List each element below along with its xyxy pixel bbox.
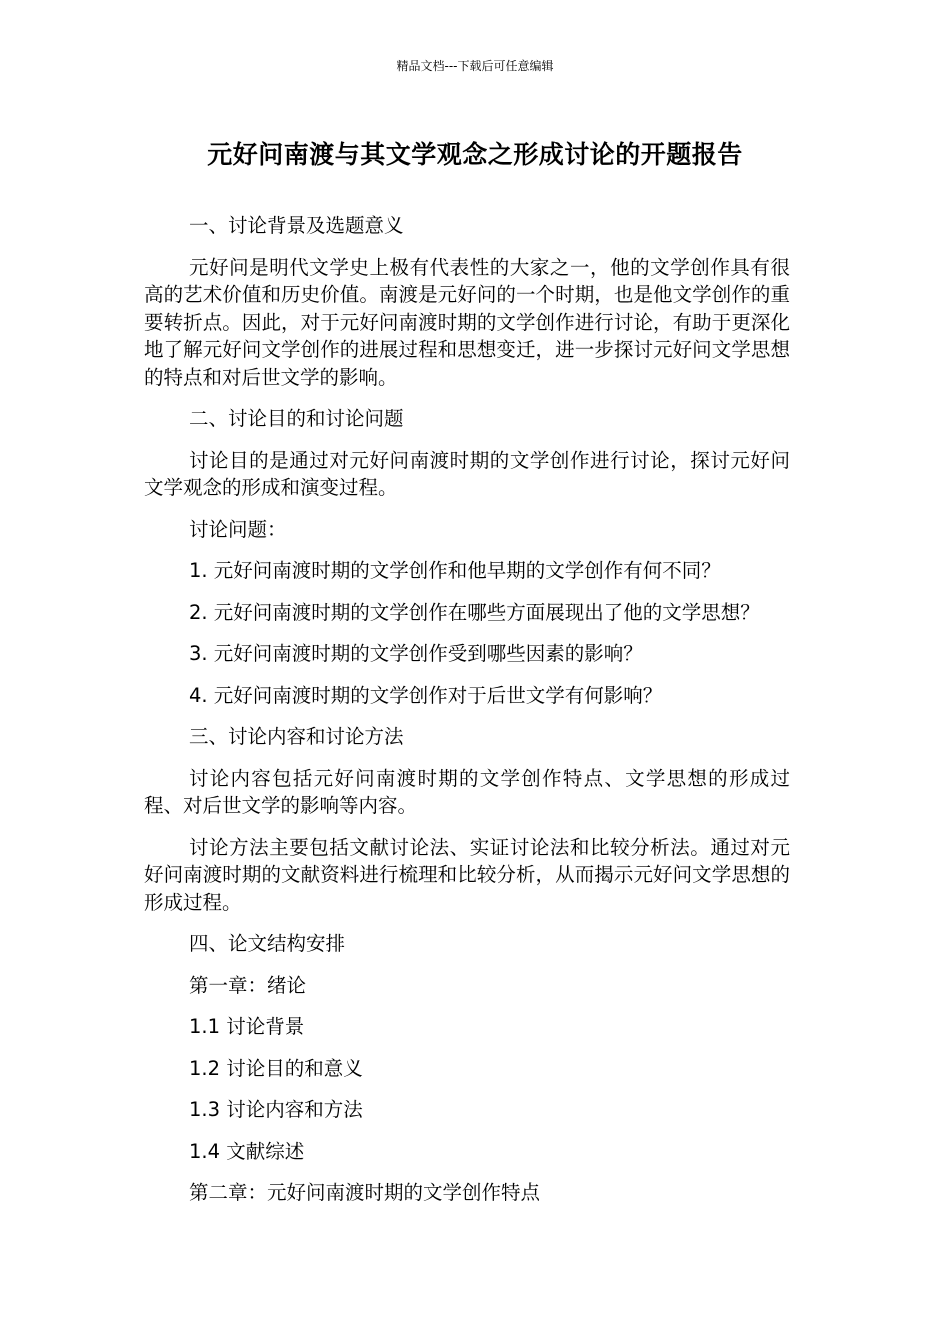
- chapter-1-item-4: 1.4 文献综述: [189, 1139, 305, 1163]
- chapter-1-item-2: 1.2 讨论目的和意义: [189, 1056, 363, 1080]
- chapter-1-heading: 第一章：绪论: [189, 973, 307, 997]
- section-heading-purpose: 二、讨论目的和讨论问题: [189, 407, 404, 430]
- question-item-1: 1. 元好问南渡时期的文学创作和他早期的文学创作有何不同？: [189, 559, 721, 582]
- question-item-4: 4. 元好问南渡时期的文学创作对于后世文学有何影响？: [189, 683, 663, 707]
- paragraph-content: 讨论内容包括元好问南渡时期的文学创作特点、文学思想的形成过程、对后世文学的影响等内容。: [144, 766, 790, 817]
- section-heading-content-method: 三、讨论内容和讨论方法: [189, 725, 404, 748]
- document-title: 元好问南渡与其文学观念之形成讨论的开题报告: [207, 140, 743, 169]
- document-body: [144, 212, 790, 1207]
- chapter-1-item-3: 1.3 讨论内容和方法: [189, 1098, 363, 1121]
- paragraph-method: 讨论方法主要包括文献讨论法、实证讨论法和比较分析法。通过对元好问南渡时期的文献资料进行梳理和比较分析，从而揭示元好问文学思想的形成过程。: [144, 835, 790, 914]
- section-heading-background: 一、讨论背景及选题意义: [189, 214, 404, 237]
- header-note: 精品文档---下载后可任意编辑: [396, 59, 554, 73]
- paragraph-questions-label: 讨论问题：: [189, 517, 287, 541]
- chapter-2-heading: 第二章：元好问南渡时期的文学创作特点: [189, 1181, 541, 1204]
- question-item-2: 2. 元好问南渡时期的文学创作在哪些方面展现出了他的文学思想？: [189, 600, 760, 624]
- question-item-3: 3. 元好问南渡时期的文学创作受到哪些因素的影响？: [189, 642, 643, 665]
- section-heading-structure: 四、论文结构安排: [189, 932, 346, 955]
- paragraph-purpose: 讨论目的是通过对元好问南渡时期的文学创作进行讨论，探讨元好问文学观念的形成和演变过程。: [144, 448, 790, 499]
- paragraph-background: 元好问是明代文学史上极有代表性的大家之一，他的文学创作具有很高的艺术价值和历史价值。南渡是元好问的一个时期，也是他文学创作的重要转折点。因此，对于元好问南渡时期的文学创作进行讨论，有助于更深化地了解元好问文学创作的进展过程和思想变迁，进一步探讨元好问文学思想的特点和对后世文学的影响。: [144, 255, 790, 389]
- chapter-1-item-1: 1.1 讨论背景: [189, 1015, 305, 1038]
